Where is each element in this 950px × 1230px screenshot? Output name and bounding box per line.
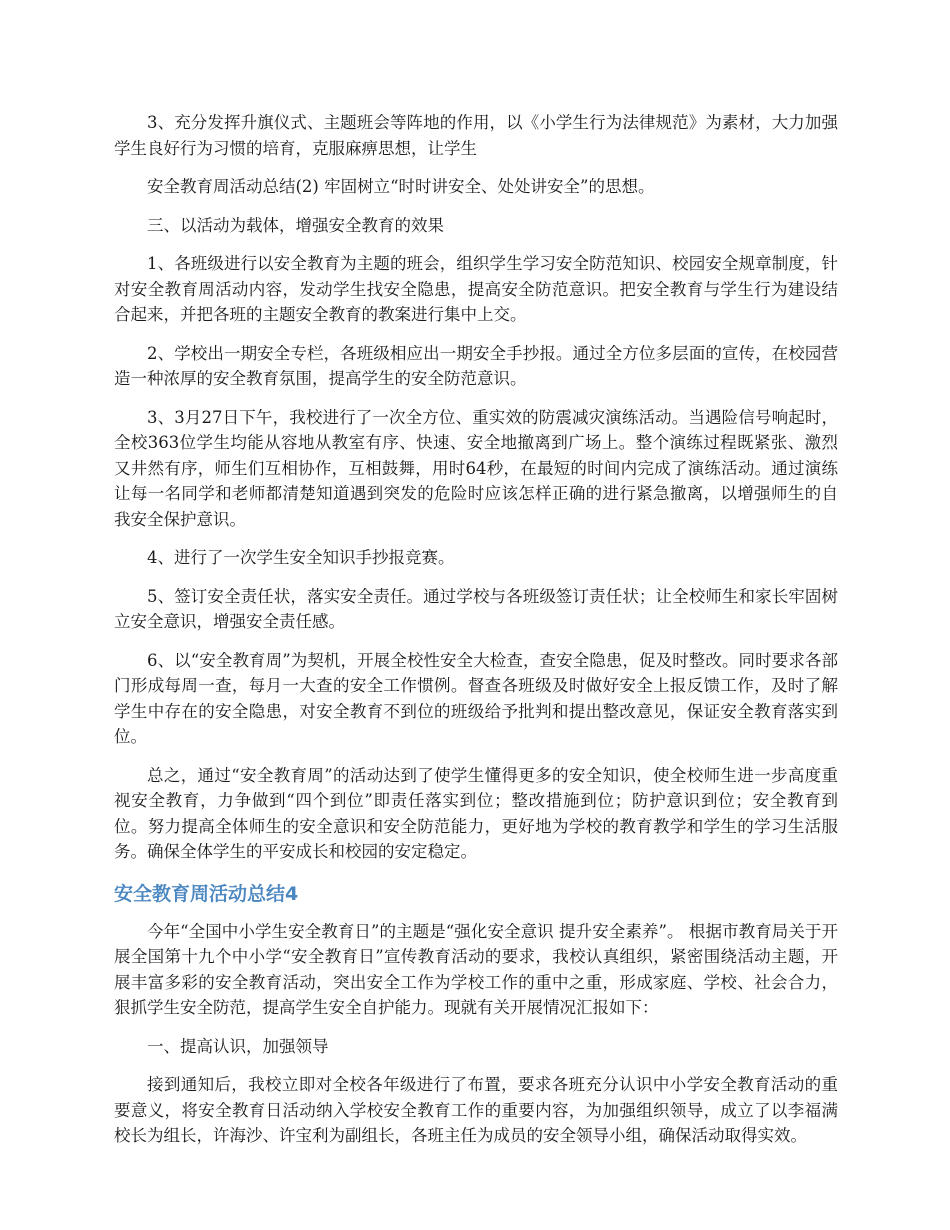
paragraph: 6、以“安全教育周”为契机，开展全校性安全大检查，查安全隐患，促及时整改。同时要求各部门形成每周一查，每月一大查的安全工作惯例。督查各班级及时做好安全上报反馈工作，及时了解学生中存在的安全隐患，对安全教育不到位的班级给予批判和提出整改意见，保证安全教育落实到位。 xyxy=(114,650,838,746)
document-page xyxy=(114,110,838,1162)
paragraph: 5、签订安全责任状，落实安全责任。通过学校与各班级签订责任状；让全校师生和家长牢固树立安全意识，增强安全责任感。 xyxy=(114,586,838,631)
paragraph: 2、学校出一期安全专栏，各班级相应出一期安全手抄报。通过全方位多层面的宣传，在校园营造一种浓厚的安全教育氛围，提高学生的安全防范意识。 xyxy=(114,343,838,388)
paragraph: 接到通知后，我校立即对全校各年级进行了布置，要求各班充分认识中小学安全教育活动的重要意义，将安全教育日活动纳入学校安全教育工作的重要内容，为加强组织领导，成立了以李福满校长为组长，许海沙、许宝利为副组长，各班主任为成员的安全领导小组，确保活动取得实效。 xyxy=(114,1075,838,1145)
paragraph: 1、各班级进行以安全教育为主题的班会，组织学生学习安全防范知识、校园安全规章制度，针对安全教育周活动内容，发动学生找安全隐患，提高安全防范意识。把安全教育与学生行为建设结合起来，并把各班的主题安全教育的教案进行集中上交。 xyxy=(114,254,838,324)
paragraph: 今年“全国中小学生安全教育日”的主题是“强化安全意识 提升安全素养”。 根据市教育局关于开展全国第十九个中小学“安全教育日”宣传教育活动的要求，我校认真组织，紧密围绕活动主题，开展丰富多彩的安全教育活动，突出安全工作为学校工作的重中之重，形成家庭、学校、社会合力，狠抓学生安全防范，提高学生安全自护能力。现就有关开展情况汇报如下： xyxy=(114,921,838,1017)
section-subheading: 一、提高认识，加强领导 xyxy=(147,1036,329,1056)
section-subheading: 三、以活动为载体，增强安全教育的效果 xyxy=(147,215,444,235)
paragraph: 3、充分发挥升旗仪式、主题班会等阵地的作用，以《小学生行为法律规范》为素材，大力加强学生良好行为习惯的培育，克服麻痹思想，让学生 xyxy=(114,113,838,158)
paragraph: 安全教育周活动总结(2) 牢固树立“时时讲安全、处处讲安全”的思想。 xyxy=(147,177,655,196)
paragraph: 总之，通过“安全教育周”的活动达到了使学生懂得更多的安全知识，使全校师生进一步高度重视安全教育，力争做到“四个到位”即责任落实到位；整改措施到位；防护意识到位；安全教育到位。努力提高全体师生的安全意识和安全防范能力，更好地为学校的教育教学和学生的学习生活服务。确保全体学生的平安成长和校园的安定稳定。 xyxy=(114,765,838,861)
paragraph: 4、进行了一次学生安全知识手抄报竞赛。 xyxy=(147,548,455,567)
paragraph: 3、3月27日下午，我校进行了一次全方位、重实效的防震减灾演练活动。当遇险信号响起时，全校363位学生均能从容地从教室有序、快速、安全地撤离到广场上。整个演练过程既紧张、激烈又井然有序，师生们互相协作，互相鼓舞，用时64秒，在最短的时间内完成了演练活动。通过演练让每一名同学和老师都清楚知道遇到突发的危险时应该怎样正确的进行紧急撤离，以增强师生的自我安全保护意识。 xyxy=(114,407,838,529)
section-heading: 安全教育周活动总结4 xyxy=(114,882,299,905)
